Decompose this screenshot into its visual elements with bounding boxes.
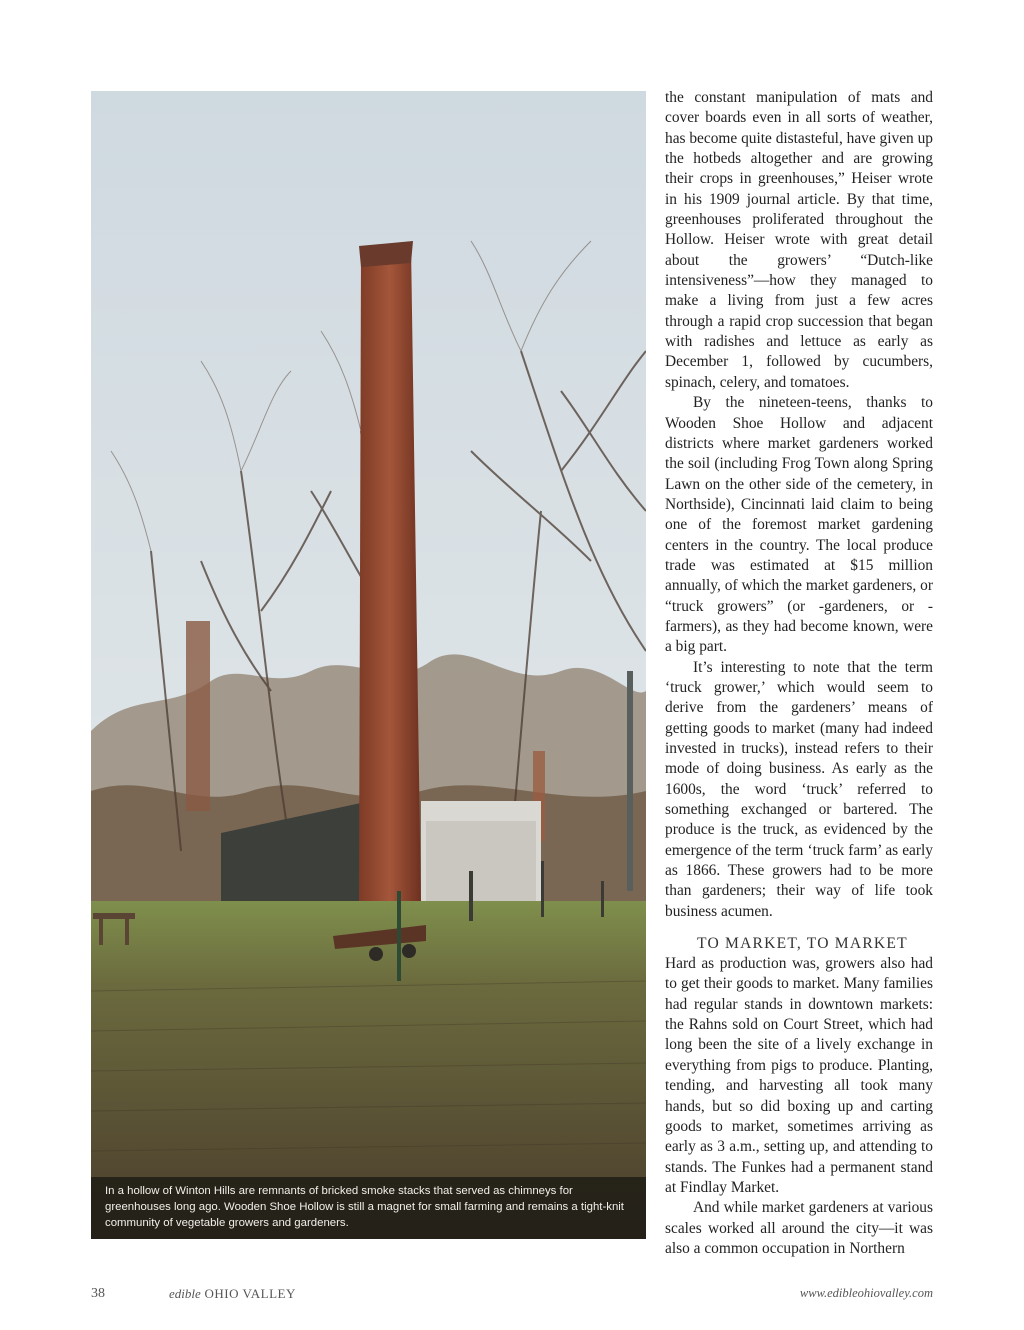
- article-photo: [91, 91, 646, 1239]
- article-body: [665, 88, 933, 1259]
- photo-caption: In a hollow of Winton Hills are remnants of bricked smoke stacks that served as chimneys for greenhouses long ago. Wooden Shoe Hollow is still a magnet for small farming and remains a tight-knit community of vegetable growers and gardeners.: [91, 1177, 646, 1239]
- article-paragraph: the constant manipulation of mats and cover boards even in all sorts of weather, has become quite distasteful, have given up the hotbeds altogether and are growing their crops in greenhouses,” Heiser wrote in his 1909 journal article. By that time, greenhouses proliferated throughout the Hollow. Heiser wrote with great detail about the growers’ “Dutch-like intensiveness”—how they managed to make a living from just a few acres through a rapid crop succession that began with radishes and lettuce as early as December 1, followed by cucumbers, spinach, celery, and tomatoes.: [665, 89, 933, 391]
- website-url[interactable]: www.edibleohiovalley.com: [799, 1286, 933, 1300]
- section-heading: TO MARKET, TO MARKET: [697, 935, 908, 953]
- article-paragraph: By the nineteen-teens, thanks to Wooden Shoe Hollow and adjacent districts where market gardeners worked the soil (including Frog Town along Spring Lawn on the other side of the cemetery, in Northside), Cincinnati laid claim to being one of the foremost market gardening centers in the country. The local produce trade was estimated at $15 million annually, of which the market gardeners, or “truck growers” (or -gardeners, or -farmers), as they had become known, were a big part.: [665, 394, 933, 656]
- page-number: 38: [91, 1286, 105, 1301]
- magazine-name: [169, 1286, 296, 1302]
- magazine-name-italic: edible: [169, 1286, 201, 1301]
- magazine-name-rest: OHIO VALLEY: [204, 1286, 296, 1301]
- chimney-scene-illustration: [91, 91, 646, 1239]
- page-footer: [91, 1286, 933, 1306]
- article-paragraph: Hard as production was, growers also had to get their goods to market. Many families had regular stands in downtown markets: the Rahns sold on Court Street, which had long been the site of a lively exchange in everything from pigs to produce. Planting, tending, and harvesting all took many hands, but so did boxing up and carting goods to market, sometimes arriving as early as 3 a.m., setting up, and attending to stands. The Funkes had a permanent stand at Findlay Market.: [665, 955, 933, 1196]
- article-paragraph: And while market gardeners at various scales worked all around the city—it was also a common occupation in Northern: [665, 1199, 933, 1257]
- article-paragraph: It’s interesting to note that the term ‘truck grower,’ which would seem to derive from the gardeners’ means of getting goods to market (many had indeed invested in trucks), instead refers to their mode of doing business. As early as the 1600s, the word ‘truck’ referred to something exchanged or bartered. The produce is the truck, as evidenced by the emergence of the term ‘truck farm’ as early as 1866. These growers had to be more than gardeners; their way of life took business acumen.: [665, 658, 933, 920]
